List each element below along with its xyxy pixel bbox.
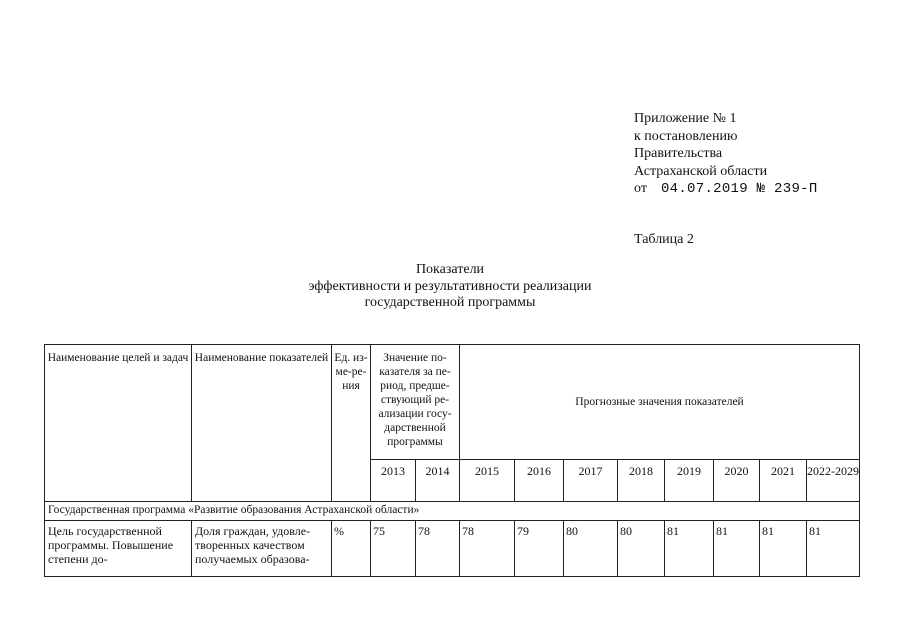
program-name-cell: Государственная программа «Развитие образования Астраханской области»	[45, 502, 860, 521]
value-cell: 78	[416, 521, 460, 577]
title-line-2: эффективности и результативности реализации	[308, 278, 592, 294]
year-cell: 2014	[416, 460, 460, 502]
year-cell: 2013	[371, 460, 416, 502]
year-cell: 2019	[665, 460, 714, 502]
header-goals: Наименование целей и задач	[45, 345, 192, 502]
program-row	[45, 502, 860, 521]
indicator-cell: Доля граждан, удовле-творенных качеством получаемых образова-	[192, 521, 332, 577]
appendix-line-1: Приложение № 1	[634, 111, 737, 126]
year-cell: 2020	[714, 460, 760, 502]
goal-cell: Цель государственной программы. Повышение степени до-	[45, 521, 192, 577]
header-forecast: Прогнозные значения показателей	[460, 345, 860, 460]
table-header-row	[45, 345, 860, 460]
year-cell: 2015	[460, 460, 515, 502]
appendix-line-2: к постановлению	[634, 128, 738, 144]
year-cell: 2022-2029	[807, 460, 860, 502]
value-cell: 80	[618, 521, 665, 577]
unit-cell: %	[332, 521, 371, 577]
header-prior-period: Значение по-казателя за пе-риод, предше-ствующий ре-ализации госу-дарственной программы	[371, 345, 460, 460]
appendix-date-line	[634, 180, 818, 199]
header-unit: Ед. из-ме-ре-ния	[332, 345, 371, 502]
header-indicators: Наименование показателей	[192, 345, 332, 502]
value-cell: 81	[665, 521, 714, 577]
value-cell: 78	[460, 521, 515, 577]
indicators-table	[44, 344, 860, 577]
year-cell: 2017	[564, 460, 618, 502]
value-cell: 81	[714, 521, 760, 577]
appendix-line-3: Правительства	[634, 146, 723, 161]
document-title	[250, 262, 650, 312]
decree-date-number: 04.07.2019 № 239-П	[660, 181, 818, 197]
appendix-from-label: от	[634, 181, 647, 196]
table-label: Таблица 2	[634, 232, 694, 247]
year-cell: 2018	[618, 460, 665, 502]
appendix-line-4: Астраханской области	[634, 163, 768, 179]
appendix-block	[634, 110, 818, 199]
value-cell: 81	[807, 521, 860, 577]
title-line-1: Показатели	[415, 262, 485, 277]
year-cell: 2021	[760, 460, 807, 502]
value-cell: 81	[760, 521, 807, 577]
title-line-3: государственной программы	[364, 295, 536, 310]
table-row	[45, 521, 860, 577]
value-cell: 80	[564, 521, 618, 577]
value-cell: 75	[371, 521, 416, 577]
value-cell: 79	[515, 521, 564, 577]
year-cell: 2016	[515, 460, 564, 502]
